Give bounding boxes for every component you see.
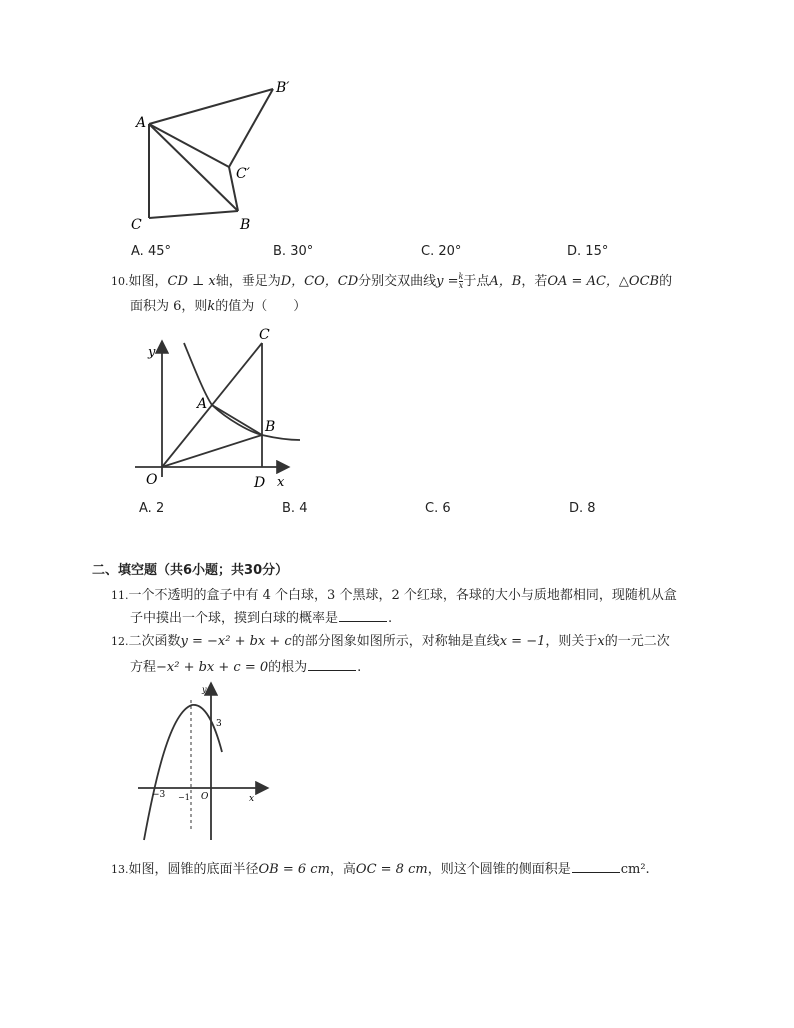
q10-label-C: C — [259, 327, 270, 343]
q10-frac-num: k — [458, 272, 464, 281]
q12-text-3: ，则关于 — [545, 634, 598, 649]
q11-text-2: 子中摸出一个球，摸到白球的概率是 — [130, 611, 339, 626]
q11-line2 — [130, 609, 392, 628]
q12-number: 12. — [111, 635, 129, 648]
q10-figure — [130, 325, 305, 495]
q9-option-a[interactable] — [131, 243, 171, 261]
q10-option-c-letter: C. — [425, 501, 439, 516]
q9-label-C: C — [131, 217, 142, 233]
q10-text-5: ，若 — [521, 274, 548, 289]
q12-eq-1: y = −x² + bx + c — [180, 634, 292, 649]
q10-seg-4: OA = AC，△OCB — [547, 274, 660, 289]
q10-line2-k: k — [207, 299, 216, 314]
q10-option-b-text: 4 — [299, 501, 308, 516]
q10-label-A: A — [197, 396, 208, 412]
q13-text-1: 如图，圆锥的底面半径 — [128, 862, 259, 877]
q12-label-y: y — [202, 685, 207, 694]
q12-end: . — [357, 660, 362, 675]
q9-option-c[interactable] — [421, 243, 461, 261]
q13-line1 — [111, 860, 650, 879]
q10-option-d[interactable] — [569, 500, 596, 518]
q10-label-B: B — [265, 419, 276, 435]
q12-eq-3: −x² + bx + c = 0 — [156, 660, 269, 675]
q10-option-d-text: 8 — [587, 501, 596, 516]
q13-unit: cm². — [620, 862, 650, 877]
q9-label-A: A — [136, 115, 147, 131]
q11-line1 — [111, 587, 677, 605]
q12-text-4: 的一元二次 — [604, 634, 670, 649]
q12-text-1: 二次函数 — [128, 634, 181, 649]
q12-label-neg1: −1 — [178, 793, 190, 802]
q10-line2-a: 面积为 6，则 — [130, 299, 208, 314]
q9-option-c-letter: C. — [421, 244, 435, 259]
q9-option-c-text: 20° — [438, 244, 462, 259]
q12-text-6: 的根为 — [268, 660, 308, 675]
q10-option-a-letter: A. — [139, 501, 152, 516]
q10-option-b[interactable] — [282, 500, 307, 518]
q12-text-2: 的部分图象如图所示，对称轴是直线 — [291, 634, 500, 649]
q13-text-3: ，则这个圆锥的侧面积是 — [427, 862, 571, 877]
q9-label-Bprime: B′ — [276, 80, 290, 96]
q12-text-5: 方程 — [130, 660, 157, 675]
q10-eq-left: y = — [436, 274, 459, 289]
q12-label-3: 3 — [216, 719, 222, 729]
q11-text-1: 一个不透明的盒子中有 4 个白球，3 个黑球，2 个红球，各球的大小与质地都相同，现随机从盒 — [128, 588, 677, 603]
q10-line1 — [111, 273, 672, 291]
q9-option-d[interactable] — [567, 243, 608, 261]
q10-seg-1: CD ⊥ x — [167, 274, 216, 289]
q12-x: x — [597, 634, 605, 649]
q12-label-x: x — [249, 794, 255, 804]
q12-label-neg3: −3 — [152, 790, 166, 800]
q9-option-b-text: 30° — [290, 244, 314, 259]
q11-end: . — [388, 611, 393, 626]
q10-frac-den: x — [458, 281, 464, 290]
q12-answer-blank[interactable] — [308, 658, 356, 671]
q9-option-a-text: 45° — [147, 244, 171, 259]
q10-number: 10. — [111, 275, 129, 288]
q10-seg-2: D，CO，CD — [280, 274, 359, 289]
q13-number: 13. — [111, 863, 129, 876]
q12-line2 — [130, 658, 361, 677]
q9-option-d-letter: D. — [567, 244, 582, 259]
q9-option-d-text: 15° — [585, 244, 609, 259]
q10-option-c[interactable] — [425, 500, 451, 518]
q10-option-c-text: 6 — [442, 501, 451, 516]
q10-option-a[interactable] — [139, 500, 164, 518]
q10-text-1: 如图， — [128, 274, 168, 289]
q13-text-2: ，高 — [329, 862, 356, 877]
section-heading: 二、填空题（共6小题；共30分） — [92, 563, 289, 578]
q13-answer-blank[interactable] — [572, 860, 620, 873]
q9-option-b-letter: B. — [273, 244, 287, 259]
q10-label-D: D — [254, 475, 266, 491]
q10-text-6: 的 — [659, 274, 673, 289]
q10-text-3: 分别交双曲线 — [358, 274, 437, 289]
q9-option-b[interactable] — [273, 243, 313, 261]
q13-eq-2: OC = 8 cm — [355, 862, 428, 877]
q12-eq-2: x = −1 — [499, 634, 546, 649]
q11-answer-blank[interactable] — [339, 609, 387, 622]
q9-label-B: B — [240, 217, 251, 233]
q9-option-a-letter: A. — [131, 244, 144, 259]
q10-text-2: 轴，垂足为 — [215, 274, 281, 289]
q10-option-d-letter: D. — [569, 501, 584, 516]
q10-line2 — [130, 298, 306, 316]
q10-seg-3: A，B — [489, 274, 522, 289]
q10-label-O: O — [146, 472, 158, 488]
q10-text-4: 于点 — [463, 274, 490, 289]
q13-eq-1: OB = 6 cm — [258, 862, 330, 877]
q10-option-b-letter: B. — [282, 501, 296, 516]
q10-label-y: y — [148, 345, 156, 360]
q9-figure — [125, 75, 300, 235]
q10-label-x: x — [277, 475, 285, 490]
q9-label-Cprime: C′ — [236, 166, 250, 182]
q12-line1 — [111, 633, 670, 651]
q12-figure — [130, 678, 275, 848]
q11-number: 11. — [111, 589, 129, 602]
q10-option-a-text: 2 — [155, 501, 165, 516]
q12-label-O: O — [201, 792, 209, 802]
q10-line2-b: 的值为（ ） — [215, 299, 307, 314]
